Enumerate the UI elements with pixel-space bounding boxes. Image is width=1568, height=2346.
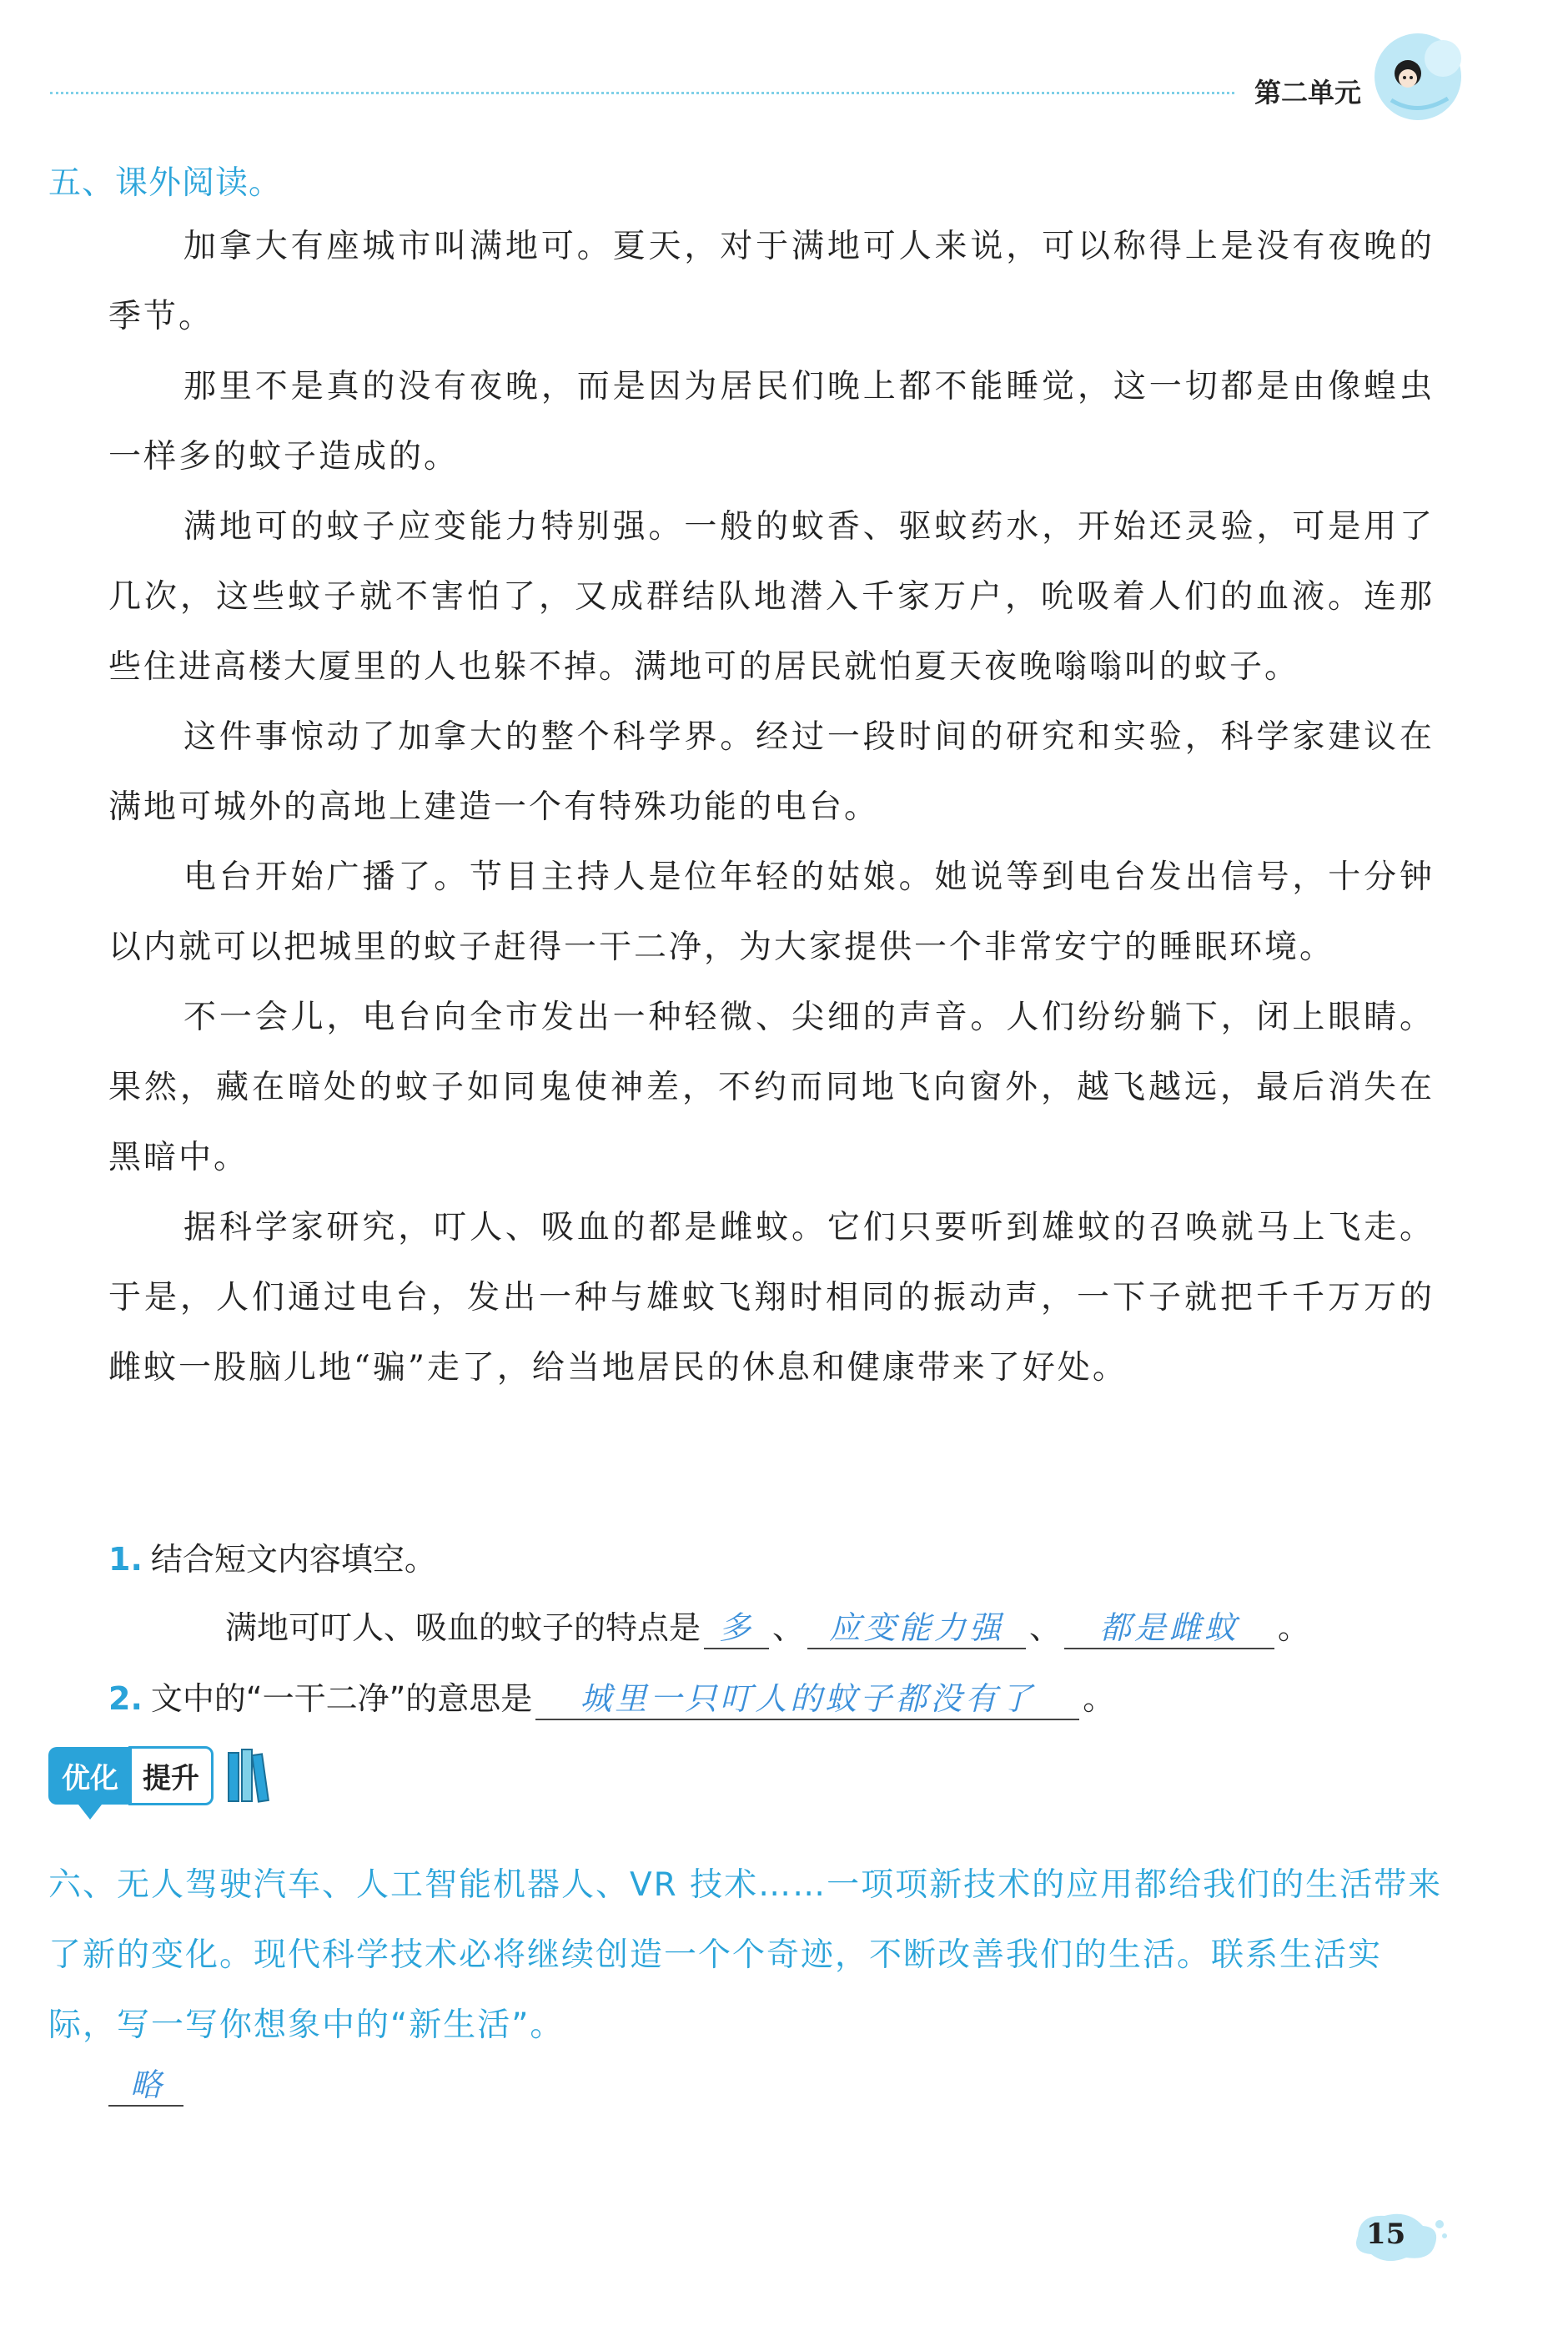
- question-text: 文中的“一干二净”的意思是: [150, 1680, 533, 1717]
- reading-passage: [108, 212, 1435, 1403]
- passage-paragraph: 据科学家研究，叮人、吸血的都是雌蚊。它们只要听到雄蚊的召唤就马上飞走。于是，人们通过电台，发出一种与雄蚊飞翔时相同的振动声，一下子就把千千万万的雌蚊一股脑儿地“骗”走了，给当地居民的休息和健康带来了好处。: [108, 1209, 1435, 1387]
- passage-paragraph: 电台开始广播了。节目主持人是位年轻的姑娘。她说等到电台发出信号，十分钟以内就可以把城里的蚊子赶得一干二净，为大家提供一个非常安宁的睡眠环境。: [108, 858, 1435, 966]
- badge-left-label: 优化: [48, 1747, 132, 1805]
- separator: 、: [772, 1609, 805, 1646]
- mascot-decoration-icon: [1368, 25, 1468, 125]
- sentence-end: 。: [1278, 1609, 1310, 1646]
- fill-prefix: 满地可叮人、吸血的蚊子的特点是: [225, 1609, 701, 1646]
- section6-prompt: 六、无人驾驶汽车、人工智能机器人、VR 技术……一项项新技术的应用都给我们的生活带来了新的变化。现代科学技术必将继续创造一个个奇迹，不断改善我们的生活。联系生活实际，写一写你想象中的“新生活”。: [48, 1866, 1443, 2044]
- passage-paragraph: 这件事惊动了加拿大的整个科学界。经过一段时间的研究和实验，科学家建议在满地可城外的高地上建造一个有特殊功能的电台。: [108, 718, 1435, 826]
- answer-blank[interactable]: 城里一只叮人的蚊子都没有了: [535, 1673, 1079, 1720]
- passage-paragraph: 满地可的蚊子应变能力特别强。一般的蚊香、驱蚊药水，开始还灵验，可是用了几次，这些蚊子就不害怕了，又成群结队地潜入千家万户，吮吸着人们的血液。连那些住进高楼大厦里的人也躲不掉。满地可的居民就怕夏天夜晚嗡嗡叫的蚊子。: [108, 508, 1435, 686]
- passage-paragraph: 那里不是真的没有夜晚，而是因为居民们晚上都不能睡觉，这一切都是由像蝗虫一样多的蚊子造成的。: [108, 368, 1435, 476]
- answer-blank[interactable]: 多: [704, 1602, 769, 1649]
- page-number: [1343, 2203, 1451, 2269]
- section5-title: 五、课外阅读。: [48, 164, 283, 202]
- question-number: 2.: [108, 1680, 143, 1717]
- section6-answer[interactable]: 略: [108, 2059, 183, 2107]
- passage-paragraph: 加拿大有座城市叫满地可。夏天，对于满地可人来说，可以称得上是没有夜晚的季节。: [108, 228, 1435, 335]
- answer-blank[interactable]: 都是雌蚊: [1064, 1602, 1274, 1649]
- page-number-text: 15: [1366, 2218, 1406, 2251]
- question-1-fill: [225, 1602, 1309, 1649]
- unit-label: 第二单元: [1254, 77, 1361, 108]
- header-rule: [50, 92, 1234, 94]
- passage-paragraph: 不一会儿，电台向全市发出一种轻微、尖细的声音。人们纷纷躺下，闭上眼睛。果然，藏在暗处的蚊子如同鬼使神差，不约而同地飞向窗外，越飞越远，最后消失在黑暗中。: [108, 999, 1435, 1176]
- optimize-badge: [48, 1744, 275, 1807]
- answer-blank[interactable]: 应变能力强: [807, 1602, 1026, 1649]
- question-text: 结合短文内容填空。: [150, 1541, 436, 1578]
- sentence-end: 。: [1083, 1680, 1115, 1717]
- separator: 、: [1029, 1609, 1062, 1646]
- question-2: [108, 1673, 1114, 1720]
- books-icon: [225, 1746, 275, 1805]
- question-1: [108, 1533, 436, 1579]
- badge-right-label: 提升: [128, 1746, 214, 1805]
- question-number: 1.: [108, 1541, 143, 1578]
